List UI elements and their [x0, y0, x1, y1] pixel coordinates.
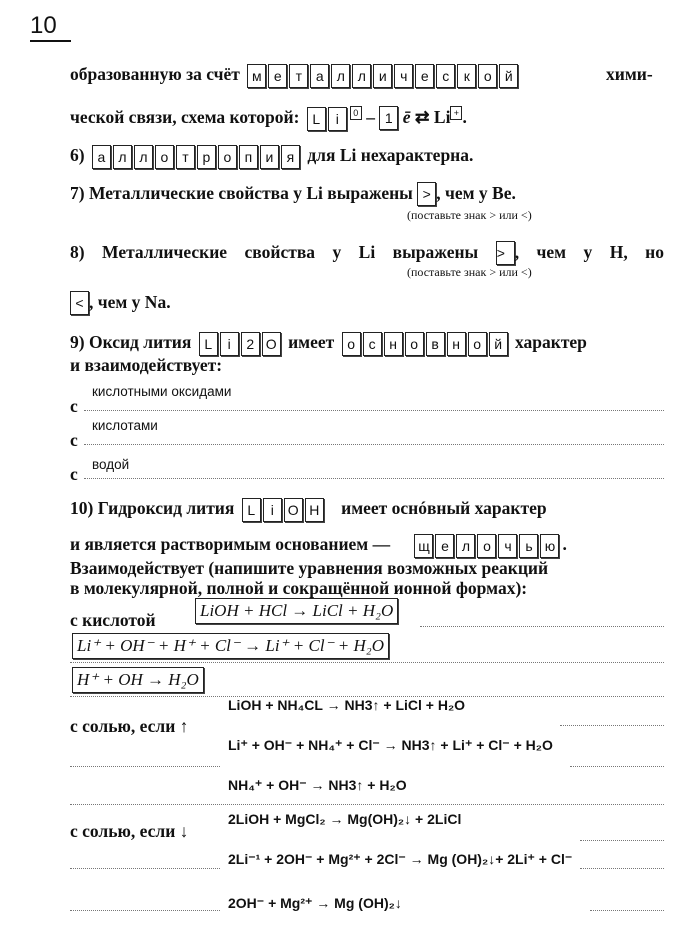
- text: –: [366, 107, 375, 127]
- answer-box: <: [70, 291, 89, 315]
- letter-box: л: [113, 145, 132, 169]
- charge-box: 0: [350, 106, 362, 120]
- letter-box: щ: [414, 534, 433, 558]
- letter-box: к: [457, 64, 476, 88]
- letter-box: ч: [498, 534, 517, 558]
- equation: Li⁺ + OH⁻ + NH₄⁺ + Cl⁻ → NH3↑ + Li⁺ + Cl⁻ + H₂O: [228, 737, 553, 753]
- question-6: [70, 145, 473, 169]
- letter-box: с: [363, 332, 382, 356]
- letter-box: i: [328, 107, 347, 131]
- equation: NH₄⁺ + OH⁻ → NH3↑ + H₂O: [228, 777, 407, 793]
- question-8: [70, 241, 664, 265]
- charge-box: +: [450, 106, 462, 120]
- letter-box: л: [331, 64, 350, 88]
- electron-symbol: ē: [402, 107, 411, 127]
- equation: 2LiOH + MgCl₂ → Mg(OH)₂↓ + 2LiCl: [228, 811, 462, 827]
- letter-box: т: [176, 145, 195, 169]
- text: Li: [433, 107, 451, 127]
- letter-box: L: [307, 107, 326, 131]
- text: 6): [70, 145, 85, 166]
- label: с кислотой: [70, 610, 156, 630]
- text: характер: [514, 332, 587, 353]
- letter-box: о: [477, 534, 496, 558]
- letter-boxes: [247, 64, 518, 88]
- letter-box: я: [281, 145, 300, 169]
- letter-box: п: [239, 145, 258, 169]
- hint: (поставьте знак > или <): [407, 265, 532, 279]
- letter-box: i: [220, 332, 239, 356]
- question-7: [70, 182, 516, 206]
- question-10: [70, 498, 547, 522]
- equation: 2Li⁻¹ + 2OH⁻ + Mg²⁺ + 2Cl⁻ → Mg (OH)₂↓+ 2Li⁺ + Cl⁻: [228, 851, 573, 867]
- letter-box: L: [199, 332, 218, 356]
- letter-box: о: [405, 332, 424, 356]
- letter-box: ю: [540, 534, 559, 558]
- letter-box: й: [499, 64, 518, 88]
- letter-box: р: [197, 145, 216, 169]
- letter-boxes: [92, 145, 300, 169]
- letter-box: м: [247, 64, 266, 88]
- equation-box: LiOH + HCl → LiCl + H₂O: [195, 598, 398, 624]
- equilibrium-arrow: ⇄: [414, 107, 430, 127]
- letter-box: н: [384, 332, 403, 356]
- question-8-cont: [70, 291, 171, 315]
- letter-boxes: [414, 534, 559, 558]
- letter-box: о: [468, 332, 487, 356]
- text: 9) Оксид лития: [70, 332, 192, 353]
- letter-box: ч: [394, 64, 413, 88]
- handwritten-answer: кислотными оксидами: [92, 384, 232, 399]
- text: Взаимодействует (напишите уравнения возможных реакций: [70, 558, 549, 578]
- letter-box: i: [263, 498, 282, 522]
- handwritten-answer: водой: [92, 457, 130, 472]
- letter-box: ь: [519, 534, 538, 558]
- handwritten-answer: кислотами: [92, 418, 158, 433]
- letter-box: о: [342, 332, 361, 356]
- label: с солью, если ↓: [70, 821, 189, 841]
- letter-box: е: [415, 64, 434, 88]
- letter-box: L: [242, 498, 261, 522]
- text: .: [462, 107, 467, 127]
- letter-box: с: [436, 64, 455, 88]
- text: 8) Металлические свойства у Li выражены: [70, 242, 479, 262]
- letter-boxes: [342, 332, 508, 356]
- letter-box: л: [456, 534, 475, 558]
- question-10-line2: и является растворимым основанием — щ е л о ч ь ю .: [70, 534, 567, 558]
- text: 7) Металлические свойства у Li выражены: [70, 183, 413, 203]
- line-1: [70, 64, 521, 88]
- letter-box: и: [260, 145, 279, 169]
- letter-box: л: [134, 145, 153, 169]
- text: , чем у H, но: [514, 242, 664, 262]
- letter-box: O: [284, 498, 303, 522]
- letter-box: о: [155, 145, 174, 169]
- equation-box: Li⁺ + OH⁻ + H⁺ + Cl⁻ → Li⁺ + Cl⁻ + H₂O: [72, 633, 389, 659]
- letter-box: а: [310, 64, 329, 88]
- line-2: [70, 106, 467, 131]
- letter-box: т: [289, 64, 308, 88]
- letter-box: O: [262, 332, 281, 356]
- question-9: [70, 332, 587, 356]
- label: с солью, если ↑: [70, 716, 189, 736]
- letter-box: е: [435, 534, 454, 558]
- equation-box: H⁺ + OH → H₂O: [72, 667, 204, 693]
- text: с: [70, 396, 78, 416]
- text: и взаимодействует:: [70, 355, 223, 375]
- letter-box: н: [447, 332, 466, 356]
- answer-box: >: [417, 182, 436, 206]
- text: в молекулярной, полной и сокращённой ионной формах):: [70, 578, 528, 598]
- text: для Li нехарактерна.: [307, 145, 474, 166]
- letter-box: о: [478, 64, 497, 88]
- text: с: [70, 464, 78, 484]
- answer-box: >: [496, 241, 515, 265]
- text: с: [70, 430, 78, 450]
- letter-box: е: [268, 64, 287, 88]
- letter-box: в: [426, 332, 445, 356]
- letter-box: 1: [379, 106, 398, 130]
- letter-box: 2: [241, 332, 260, 356]
- letter-box: о: [218, 145, 237, 169]
- equation: LiOH + NH₄CL → NH3↑ + LiCl + H₂O: [228, 697, 466, 713]
- letter-box: H: [305, 498, 324, 522]
- text: ческой связи, схема которой:: [70, 107, 300, 127]
- text: хими-: [606, 64, 653, 84]
- equation: 2OH⁻ + Mg²⁺ → Mg (OH)₂↓: [228, 895, 402, 911]
- letter-box: й: [489, 332, 508, 356]
- text: и является растворимым основанием —: [70, 534, 391, 555]
- page-number: 10: [30, 12, 71, 42]
- hint: (поставьте знак > или <): [407, 208, 532, 222]
- letter-box: и: [373, 64, 392, 88]
- text: 10) Гидроксид лития: [70, 498, 235, 519]
- text: образованную за счёт: [70, 64, 240, 85]
- text: , чем у Na.: [89, 292, 171, 312]
- text: , чем у Be.: [436, 183, 516, 203]
- letter-boxes: [242, 498, 324, 522]
- letter-box: л: [352, 64, 371, 88]
- letter-boxes: [307, 107, 347, 131]
- text: имеет: [288, 332, 335, 353]
- letter-boxes: [199, 332, 281, 356]
- text: имеет оснóвный характер: [341, 498, 547, 519]
- letter-box: а: [92, 145, 111, 169]
